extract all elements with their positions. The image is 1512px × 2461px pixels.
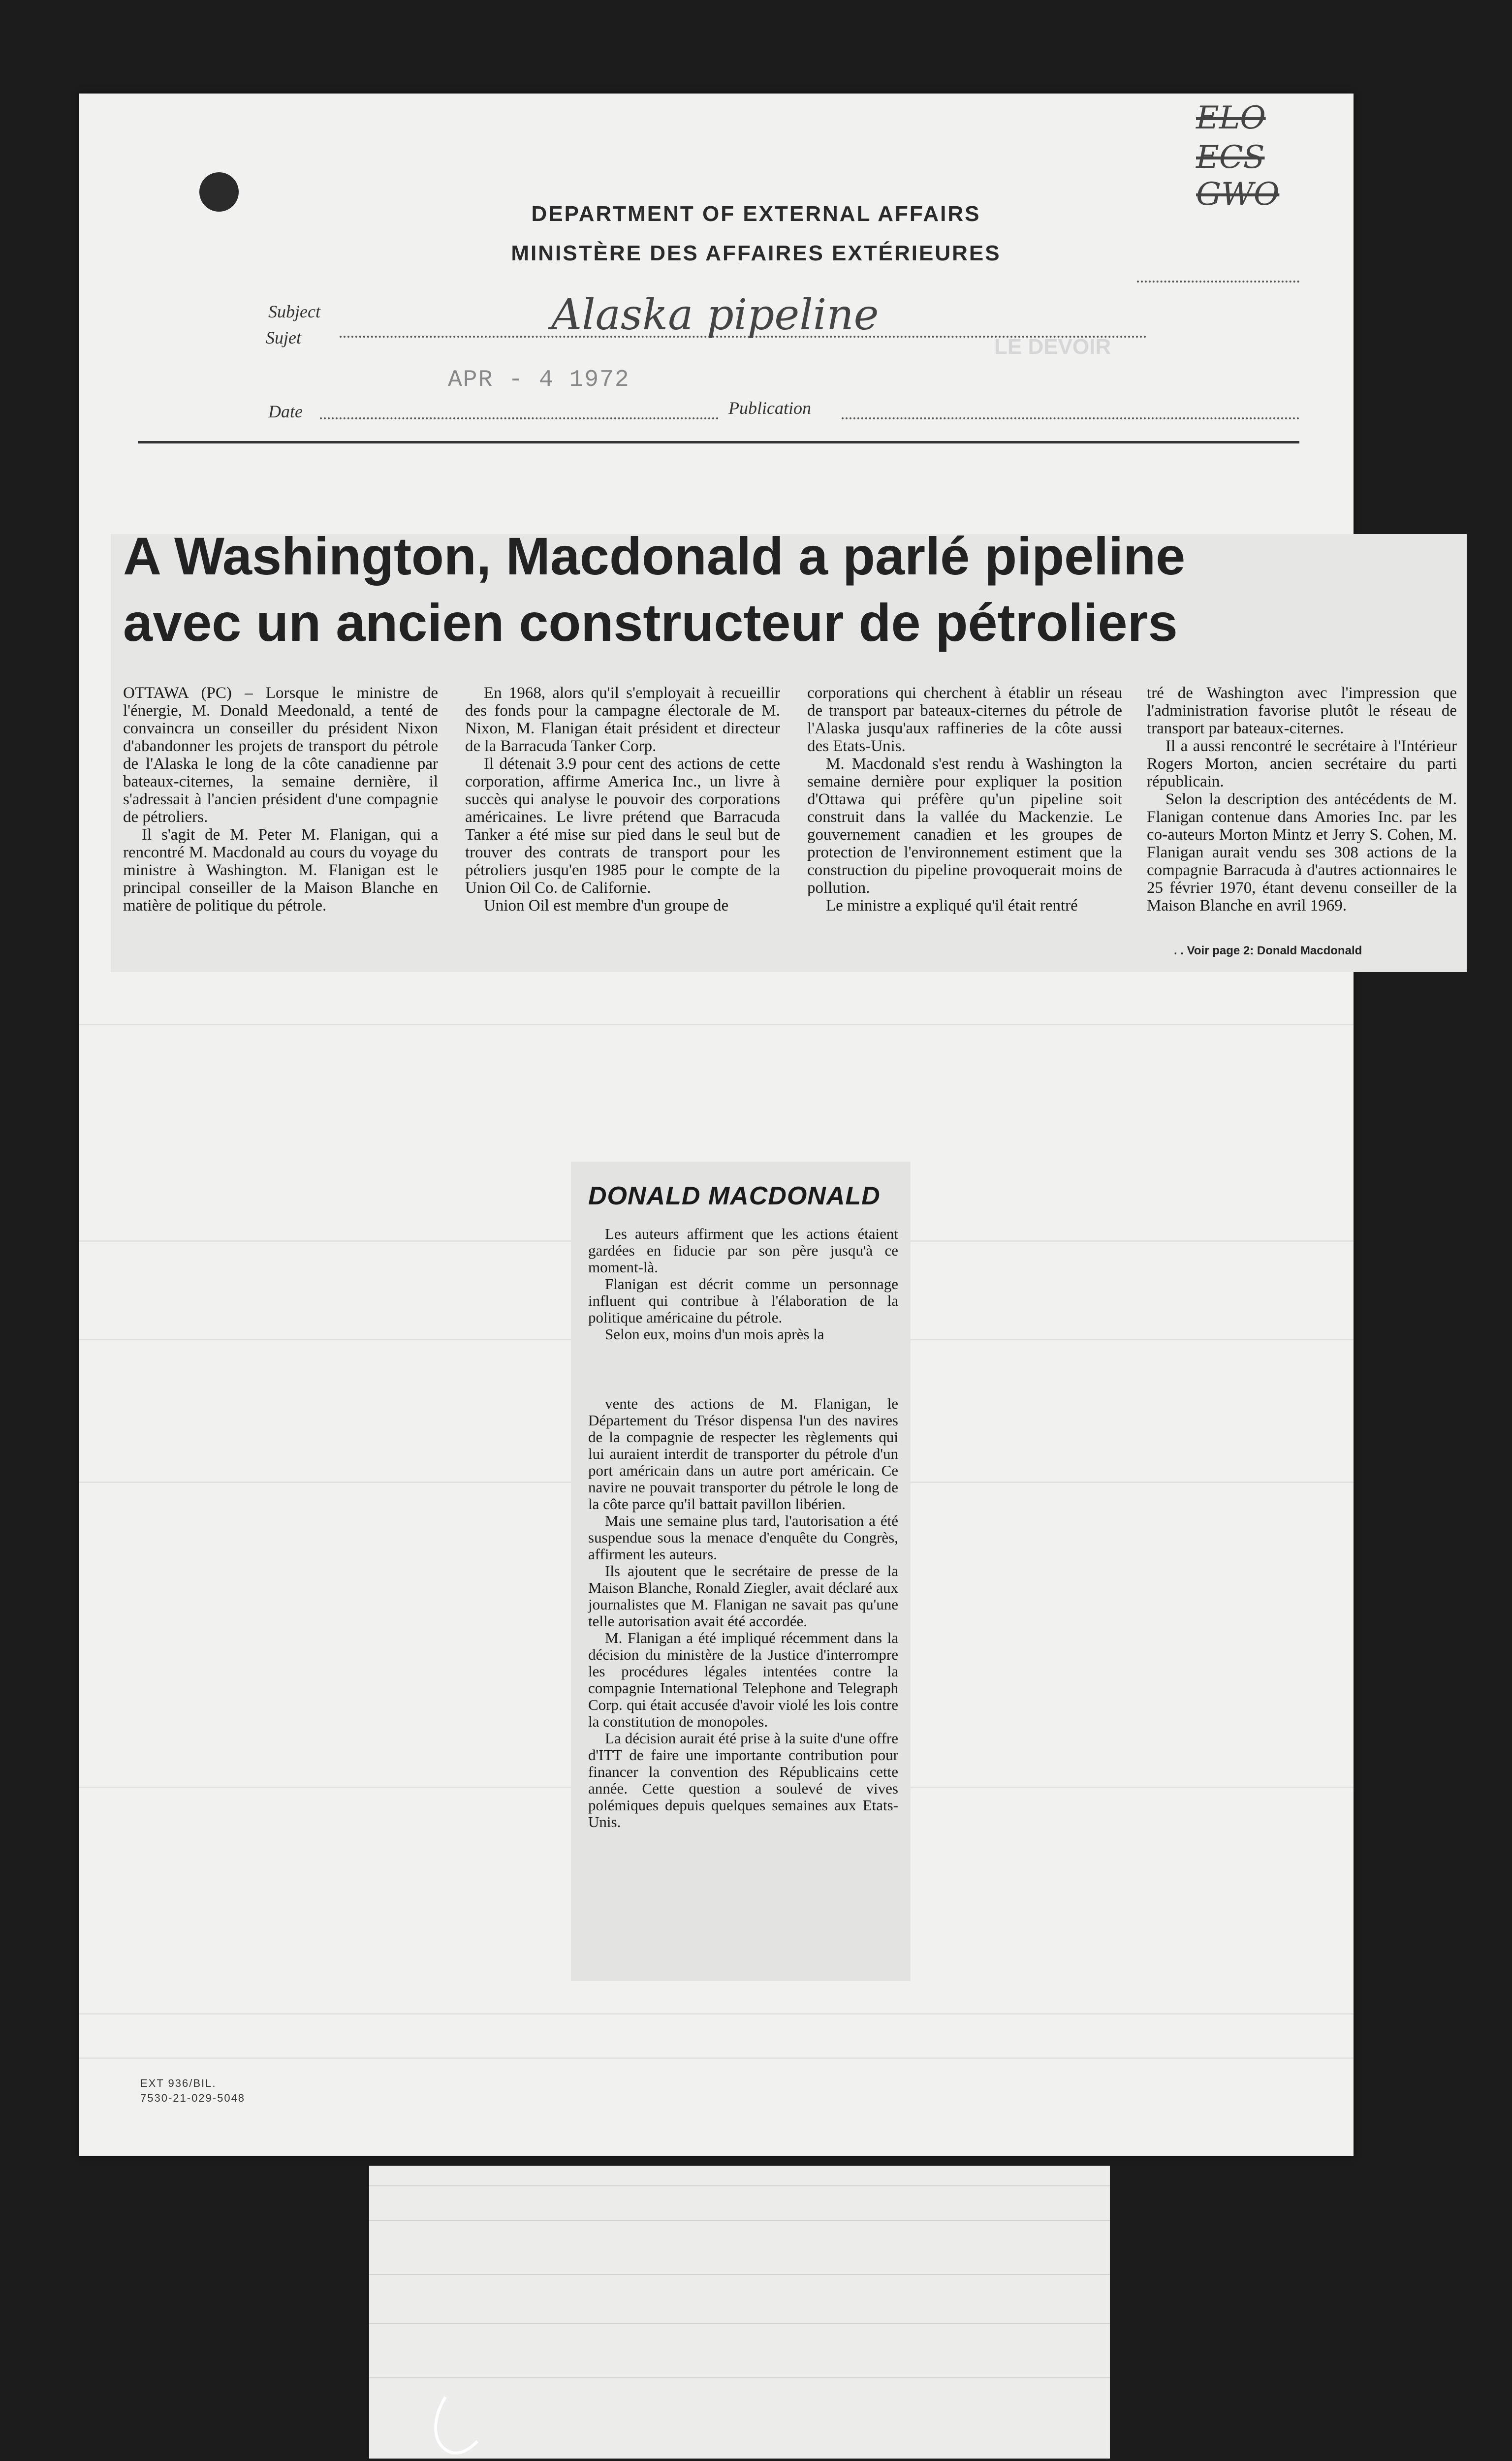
paragraph: Il a aussi rencontré le secrétaire à l'Intérieur Rogers Morton, ancien secrétaire du parti républicain. <box>1147 737 1457 790</box>
article-column-4 <box>1147 684 1457 915</box>
paragraph: Le ministre a expliqué qu'il était rentré <box>826 897 1078 915</box>
department-name-en: DEPARTMENT OF EXTERNAL AFFAIRS <box>531 202 981 226</box>
paragraph: corporations qui cherchent à établir un réseau de transport par bateaux-citernes du pétrole de l'Alaska jusqu'aux raffineries de la côte aussi des Etats-Unis. <box>807 684 1122 755</box>
paragraph: Il s'agit de M. Peter M. Flanigan, qui a rencontré M. Macdonald au cours du voyage du ministre à Washington. M. Flanigan est le principal conseiller de la Maison Blanche en matière de politique du pétrole. <box>123 826 438 915</box>
card-line <box>369 2274 1110 2275</box>
card-line <box>369 2220 1110 2221</box>
scan-line <box>79 2013 1354 2015</box>
header-rule <box>138 441 1299 443</box>
continuation-top <box>588 1226 898 1343</box>
paragraph: Union Oil est membre d'un groupe de <box>484 897 729 915</box>
article-column-1 <box>123 684 438 915</box>
faint-stamp: LE DEVOIR <box>994 335 1111 359</box>
article-column-2 <box>465 684 780 915</box>
headline-line-1: A Washington, Macdonald a parlé pipeline <box>123 526 1186 586</box>
headline-line-2: avec un ancien constructeur de pétroliers <box>123 593 1178 652</box>
scan-line <box>79 1024 1354 1025</box>
scan-line <box>79 2057 1354 2059</box>
routing-mark: GWO <box>1196 176 1280 213</box>
card-line <box>369 2185 1110 2186</box>
date-stamp: APR - 4 1972 <box>448 367 630 393</box>
paragraph: Flanigan est décrit comme un personnage influent qui contribue à l'élaboration de la politique américaine du pétrole. <box>588 1275 898 1326</box>
routing-mark: ECS <box>1196 139 1265 176</box>
subject-label-en: Subject <box>268 302 320 321</box>
continued-note: . . Voir page 2: Donald Macdonald <box>1174 944 1362 957</box>
routing-dotted-line <box>1137 281 1299 283</box>
routing-mark: ELO <box>1196 100 1266 136</box>
paragraph: Selon la description des antécédents de M. Flanigan contenue dans Amories Inc. par les co-auteurs Morton Mintz et Jerry S. Cohen, M. Flanigan aurait vendu ses 308 actions de la compagnie Barracuda à d'autres actionnaires le 25 février 1970, étant devenu conseiller de la Maison Blanche en avril 1969. <box>1147 790 1457 915</box>
paragraph: M. Flanigan a été impliqué récemment dans la décision du ministère de la Justice d'interrompre les procédures légales intentées contre la compagnie International Telephone and Telegraph Corp. qui était accusée d'avoir violé les lois contre la constitution de monopoles. <box>588 1629 898 1730</box>
paragraph: vente des actions de M. Flanigan, le Département du Trésor dispensa l'un des navires de la compagnie de respecter les règlements qui lui auraient interdit de transporter du pétrole d'un port américain dans un autre port américain. Ce navire ne pouvait transporter du pétrole le long de la côte parce qu'il battait pavillon libérien. <box>588 1395 898 1513</box>
date-label: Date <box>268 402 303 421</box>
paragraph: M. Macdonald s'est rendu à Washington la semaine dernière pour expliquer la position d'Ottawa qui préfère qu'un pipeline soit construit dans la vallée du Mackenzie. Le gouvernement canadien et les groupes de protection de l'environnement estiment que la construction du pipeline provoquerait moins de pollution. <box>807 755 1122 897</box>
paragraph: Selon eux, moins d'un mois après la <box>605 1325 824 1343</box>
publication-dotted-line <box>842 417 1299 419</box>
paragraph: La décision aurait été prise à la suite d'une offre d'ITT de faire une importante contribution pour financer la convention des Républicains cette année. Cette question a soulevé de vives polémiques depuis quelques semaines aux Etats-Unis. <box>588 1730 898 1830</box>
byline: DONALD MACDONALD <box>588 1182 881 1210</box>
publication-label: Publication <box>728 398 811 418</box>
paragraph: En 1968, alors qu'il s'employait à recueillir des fonds pour la campagne électorale de M. Nixon, M. Flanigan était président et directeur de la Barracuda Tanker Corp. <box>465 684 780 755</box>
paragraph: Mais une semaine plus tard, l'autorisation a été suspendue sous la menace d'enquête du Congrès, affirment les auteurs. <box>588 1512 898 1563</box>
form-code-line-2: 7530-21-029-5048 <box>140 2092 246 2104</box>
handwritten-mark <box>418 2387 497 2461</box>
paragraph: OTTAWA (PC) – Lorsque le ministre de l'énergie, M. Donald Meedonald, a tenté de convaincra un conseiller du président Nixon d'abandonner les projets de transport du pétrole de l'Alaska le long de la côte canadienne par bateaux-citernes, la semaine dernière, il s'adressait à l'ancien président d'une compagnie de pétroliers. <box>123 684 438 826</box>
card-line <box>369 2377 1110 2378</box>
form-code-line-1: EXT 936/BIL. <box>140 2077 217 2089</box>
date-dotted-line <box>320 417 719 419</box>
article-column-3 <box>807 684 1122 915</box>
paragraph: Il détenait 3.9 pour cent des actions de cette corporation, affirme America Inc., un livre à succès qui analyse le pouvoir des corporations américaines. Le livre prétend que Barracuda Tanker a été mise sur pied dans le seul but de trouver des contrats de transport pour les pétroliers jusqu'en 1985 pour le compte de la Union Oil Co. de Californie. <box>465 755 780 897</box>
subject-label-fr: Sujet <box>266 328 301 347</box>
paragraph: Les auteurs affirment que les actions étaient gardées en fiducie par son père jusqu'à ce moment-là. <box>588 1225 898 1276</box>
department-name-fr: MINISTÈRE DES AFFAIRES EXTÉRIEURES <box>511 241 1001 265</box>
continuation-bottom <box>588 1395 898 1830</box>
paragraph: tré de Washington avec l'impression que l'administration favorise plutôt le réseau de transport par bateaux-citernes. <box>1147 684 1457 737</box>
subject-value: Alaska pipeline <box>551 290 879 340</box>
card-line <box>369 2323 1110 2324</box>
paragraph: Ils ajoutent que le secrétaire de presse de la Maison Blanche, Ronald Ziegler, avait déclaré aux journalistes que M. Flanigan ne savait pas qu'une telle autorisation avait été accordée. <box>588 1562 898 1630</box>
